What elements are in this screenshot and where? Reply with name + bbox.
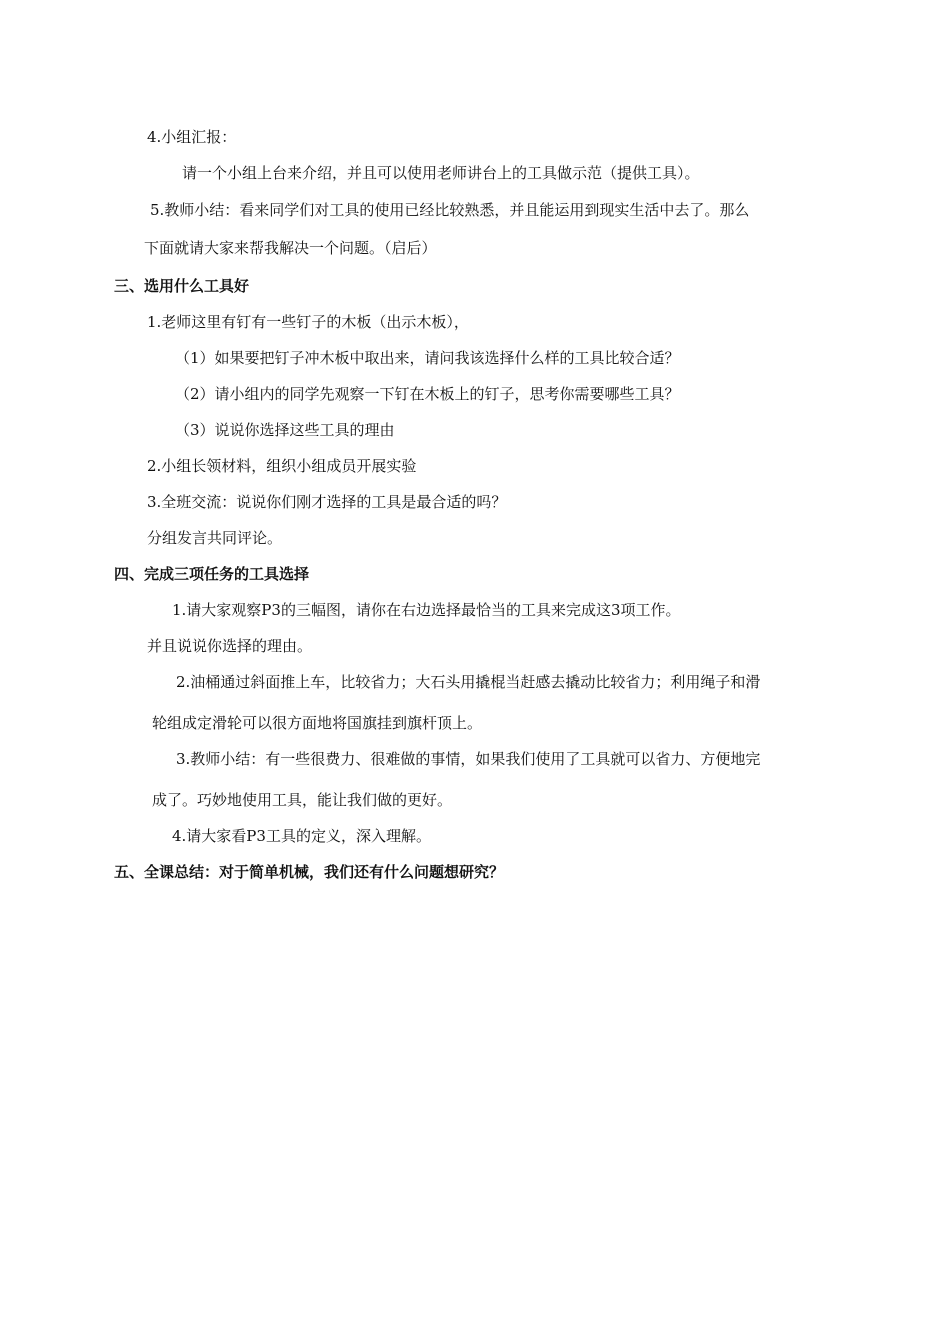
teacher-summary-continued: 下面就请大家来帮我解决一个问题。（启后） (144, 239, 437, 257)
section-3-question-1: （1）如果要把钉子冲木板中取出来，请问我该选择什么样的工具比较合适？ (175, 349, 680, 367)
section-3-item-3: 3.全班交流：说说你们刚才选择的工具是最合适的吗？ (147, 493, 507, 511)
section-3-question-3: （3）说说你选择这些工具的理由 (175, 421, 395, 439)
section-3-item-1: 1.老师这里有钉有一些钉子的木板（出示木板）， (147, 313, 469, 331)
section-5-heading: 五、全课总结：对于简单机械，我们还有什么问题想研究？ (114, 863, 505, 881)
item-4-group-report: 4.小组汇报： (147, 128, 237, 146)
section-4-heading: 四、完成三项任务的工具选择 (114, 565, 310, 583)
section-4-item-3: 3.教师小结：有一些很费力、很难做的事情，如果我们使用了工具就可以省力、方便地完 (176, 750, 761, 768)
section-3-question-2: （2）请小组内的同学先观察一下钉在木板上的钉子，思考你需要哪些工具？ (175, 385, 680, 403)
section-3-item-2: 2.小组长领材料，组织小组成员开展实验 (147, 457, 417, 475)
section-4-item-1: 1.请大家观察P3的三幅图，请你在右边选择最恰当的工具来完成这3项工作。 (172, 601, 681, 619)
section-4-item-4: 4.请大家看P3工具的定义，深入理解。 (172, 827, 431, 845)
item-5-teacher-summary: 5.教师小结：看来同学们对工具的使用已经比较熟悉，并且能运用到现实生活中去了。那么 (150, 201, 750, 219)
section-4-item-1-continued: 并且说说你选择的理由。 (147, 637, 313, 655)
section-4-item-3-continued: 成了。巧妙地使用工具，能让我们做的更好。 (152, 791, 453, 809)
group-report-text: 请一个小组上台来介绍，并且可以使用老师讲台上的工具做示范（提供工具）。 (182, 164, 700, 182)
section-3-heading: 三、选用什么工具好 (114, 277, 250, 295)
section-4-item-2-continued: 轮组成定滑轮可以很方面地将国旗挂到旗杆顶上。 (152, 714, 483, 732)
section-4-item-2: 2.油桶通过斜面推上车，比较省力；大石头用撬棍当赶感去撬动比较省力；利用绳子和滑 (176, 673, 761, 691)
section-3-discussion: 分组发言共同评论。 (147, 529, 283, 547)
